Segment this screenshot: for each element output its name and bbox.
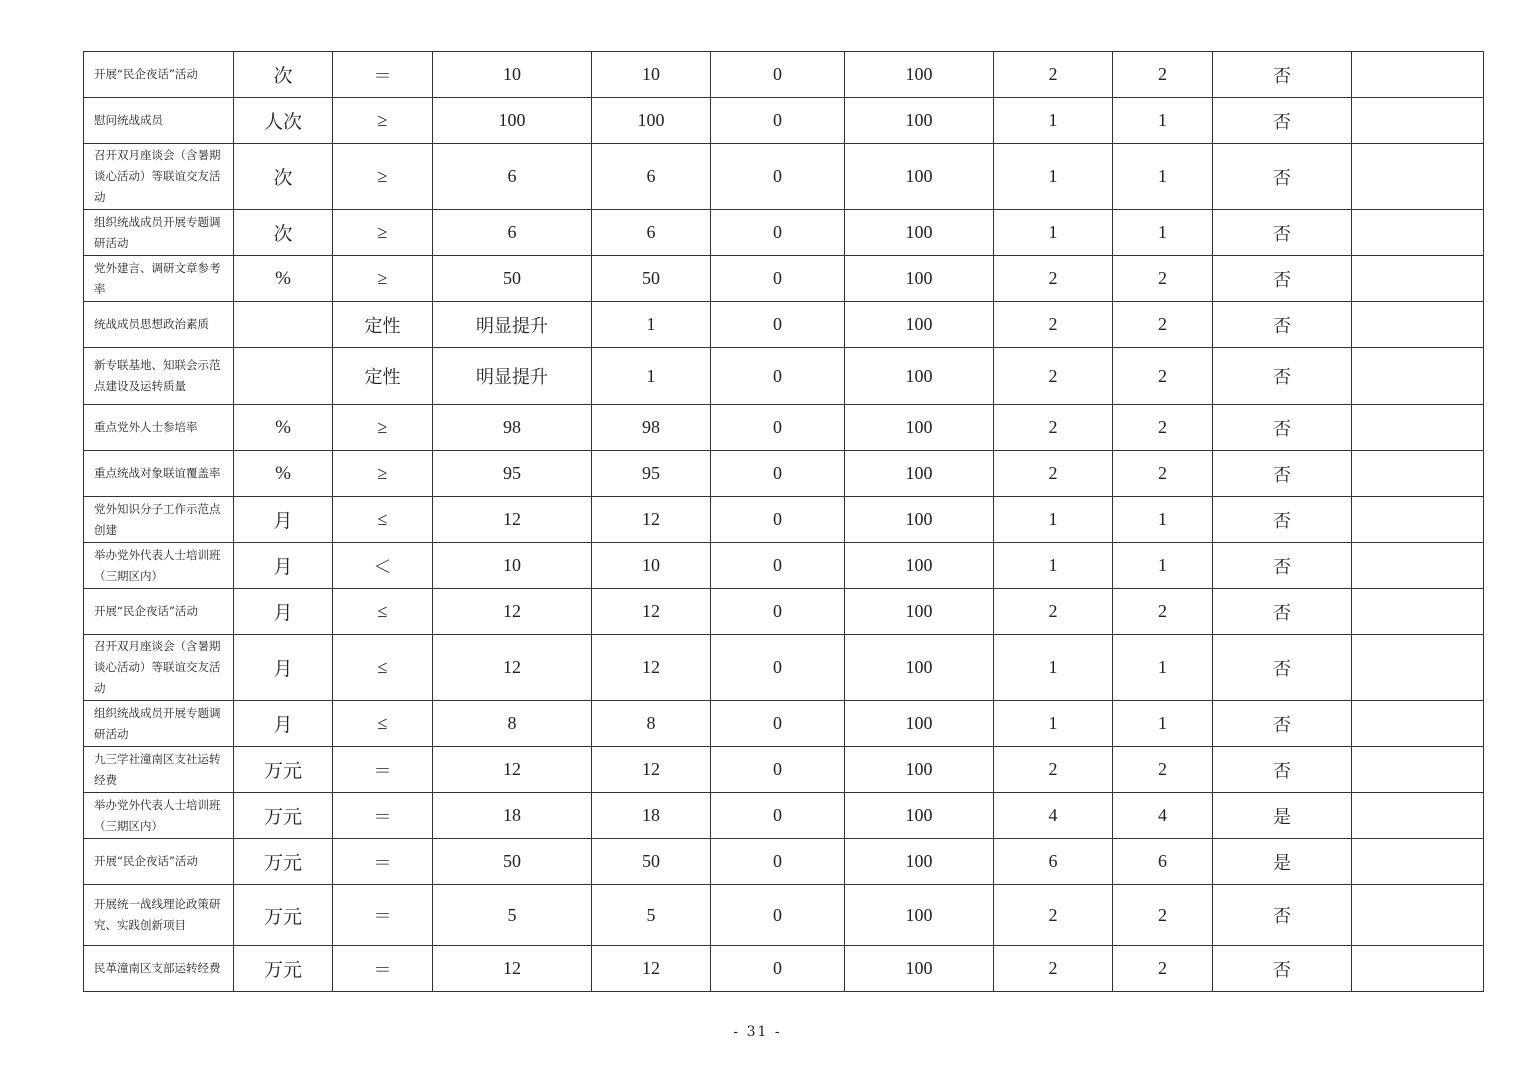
weight-score-cell: 2 [994,747,1113,793]
deviation-value-cell: 0 [711,348,845,405]
actual-score-cell: 2 [1113,256,1213,302]
unit-cell: 月 [234,497,333,543]
unit-cell: 月 [234,543,333,589]
completion-rate-cell: 100 [845,793,994,839]
unit-cell: 万元 [234,885,333,946]
table-row [84,635,1484,701]
target-value-cell: 18 [433,793,592,839]
weight-score-cell: 2 [994,256,1113,302]
operator-cell: ≥ [333,256,433,302]
operator-cell: ≤ [333,589,433,635]
remarks-cell [1352,793,1484,839]
target-value-cell: 50 [433,256,592,302]
target-value-cell: 98 [433,405,592,451]
actual-score-cell: 2 [1113,946,1213,992]
indicator-name-cell: 党外建言、调研文章参考率 [84,256,234,302]
actual-value-cell: 12 [592,589,711,635]
operator-cell: ＝ [333,793,433,839]
remarks-cell [1352,256,1484,302]
completion-rate-cell: 100 [845,885,994,946]
core-indicator-flag-cell: 否 [1213,348,1352,405]
table-row [84,451,1484,497]
actual-score-cell: 2 [1113,747,1213,793]
operator-cell: ＜ [333,543,433,589]
deviation-value-cell: 0 [711,52,845,98]
remarks-cell [1352,405,1484,451]
actual-value-cell: 12 [592,635,711,701]
completion-rate-cell: 100 [845,348,994,405]
indicator-name-cell: 召开双月座谈会（含暑期谈心活动）等联谊交友活动 [84,144,234,210]
core-indicator-flag-cell: 否 [1213,210,1352,256]
indicator-name-cell: 党外知识分子工作示范点创建 [84,497,234,543]
operator-cell: ＝ [333,885,433,946]
weight-score-cell: 1 [994,210,1113,256]
remarks-cell [1352,701,1484,747]
actual-score-cell: 1 [1113,701,1213,747]
core-indicator-flag-cell: 否 [1213,302,1352,348]
core-indicator-flag-cell: 否 [1213,256,1352,302]
table-row [84,144,1484,210]
deviation-value-cell: 0 [711,543,845,589]
actual-score-cell: 2 [1113,451,1213,497]
completion-rate-cell: 100 [845,946,994,992]
completion-rate-cell: 100 [845,98,994,144]
actual-score-cell: 2 [1113,589,1213,635]
target-value-cell: 6 [433,144,592,210]
table-row [84,256,1484,302]
remarks-cell [1352,635,1484,701]
table-row [84,885,1484,946]
table-row [84,946,1484,992]
completion-rate-cell: 100 [845,543,994,589]
operator-cell: ≥ [333,451,433,497]
remarks-cell [1352,451,1484,497]
unit-cell: 人次 [234,98,333,144]
actual-value-cell: 98 [592,405,711,451]
actual-value-cell: 5 [592,885,711,946]
indicator-name-cell: 举办党外代表人士培训班（三期区内） [84,543,234,589]
target-value-cell: 明显提升 [433,348,592,405]
actual-score-cell: 1 [1113,210,1213,256]
deviation-value-cell: 0 [711,497,845,543]
core-indicator-flag-cell: 否 [1213,451,1352,497]
table-row [84,52,1484,98]
indicator-name-cell: 九三学社潼南区支社运转经费 [84,747,234,793]
deviation-value-cell: 0 [711,701,845,747]
completion-rate-cell: 100 [845,52,994,98]
target-value-cell: 95 [433,451,592,497]
actual-value-cell: 95 [592,451,711,497]
remarks-cell [1352,210,1484,256]
weight-score-cell: 2 [994,589,1113,635]
core-indicator-flag-cell: 是 [1213,839,1352,885]
weight-score-cell: 2 [994,451,1113,497]
completion-rate-cell: 100 [845,302,994,348]
weight-score-cell: 1 [994,98,1113,144]
table-row [84,348,1484,405]
unit-cell [234,348,333,405]
actual-value-cell: 8 [592,701,711,747]
weight-score-cell: 2 [994,946,1113,992]
actual-score-cell: 1 [1113,635,1213,701]
actual-score-cell: 1 [1113,98,1213,144]
indicator-name-cell: 组织统战成员开展专题调研活动 [84,210,234,256]
completion-rate-cell: 100 [845,144,994,210]
table-body [84,52,1484,992]
actual-value-cell: 12 [592,497,711,543]
performance-table [83,51,1484,992]
unit-cell: 万元 [234,747,333,793]
actual-value-cell: 10 [592,52,711,98]
deviation-value-cell: 0 [711,144,845,210]
deviation-value-cell: 0 [711,256,845,302]
completion-rate-cell: 100 [845,405,994,451]
operator-cell: ＝ [333,747,433,793]
weight-score-cell: 2 [994,405,1113,451]
deviation-value-cell: 0 [711,589,845,635]
core-indicator-flag-cell: 否 [1213,52,1352,98]
weight-score-cell: 2 [994,52,1113,98]
weight-score-cell: 1 [994,543,1113,589]
indicator-name-cell: 重点统战对象联谊覆盖率 [84,451,234,497]
deviation-value-cell: 0 [711,885,845,946]
remarks-cell [1352,52,1484,98]
table-row [84,589,1484,635]
operator-cell: ≥ [333,405,433,451]
core-indicator-flag-cell: 否 [1213,589,1352,635]
unit-cell [234,302,333,348]
operator-cell: ＝ [333,946,433,992]
weight-score-cell: 4 [994,793,1113,839]
actual-value-cell: 50 [592,839,711,885]
core-indicator-flag-cell: 否 [1213,497,1352,543]
operator-cell: ≤ [333,497,433,543]
target-value-cell: 10 [433,543,592,589]
operator-cell: 定性 [333,302,433,348]
actual-value-cell: 12 [592,946,711,992]
target-value-cell: 12 [433,497,592,543]
weight-score-cell: 2 [994,348,1113,405]
weight-score-cell: 2 [994,885,1113,946]
target-value-cell: 12 [433,747,592,793]
actual-score-cell: 2 [1113,302,1213,348]
unit-cell: 月 [234,635,333,701]
actual-score-cell: 2 [1113,885,1213,946]
actual-score-cell: 2 [1113,405,1213,451]
weight-score-cell: 1 [994,144,1113,210]
unit-cell: % [234,256,333,302]
completion-rate-cell: 100 [845,839,994,885]
indicator-name-cell: 开展“民企夜话”活动 [84,52,234,98]
table-row [84,839,1484,885]
target-value-cell: 明显提升 [433,302,592,348]
core-indicator-flag-cell: 否 [1213,98,1352,144]
operator-cell: ≤ [333,701,433,747]
core-indicator-flag-cell: 否 [1213,701,1352,747]
remarks-cell [1352,98,1484,144]
remarks-cell [1352,747,1484,793]
actual-value-cell: 10 [592,543,711,589]
unit-cell: 万元 [234,839,333,885]
unit-cell: % [234,405,333,451]
unit-cell: 次 [234,52,333,98]
core-indicator-flag-cell: 是 [1213,793,1352,839]
operator-cell: 定性 [333,348,433,405]
core-indicator-flag-cell: 否 [1213,405,1352,451]
unit-cell: 月 [234,701,333,747]
remarks-cell [1352,144,1484,210]
deviation-value-cell: 0 [711,747,845,793]
actual-score-cell: 2 [1113,52,1213,98]
weight-score-cell: 1 [994,635,1113,701]
target-value-cell: 12 [433,946,592,992]
deviation-value-cell: 0 [711,98,845,144]
remarks-cell [1352,348,1484,405]
remarks-cell [1352,543,1484,589]
weight-score-cell: 6 [994,839,1113,885]
actual-value-cell: 50 [592,256,711,302]
completion-rate-cell: 100 [845,747,994,793]
core-indicator-flag-cell: 否 [1213,885,1352,946]
weight-score-cell: 1 [994,701,1113,747]
actual-score-cell: 1 [1113,144,1213,210]
actual-value-cell: 1 [592,348,711,405]
operator-cell: ＝ [333,839,433,885]
actual-score-cell: 2 [1113,348,1213,405]
deviation-value-cell: 0 [711,635,845,701]
weight-score-cell: 1 [994,497,1113,543]
unit-cell: 万元 [234,793,333,839]
remarks-cell [1352,497,1484,543]
table-row [84,793,1484,839]
deviation-value-cell: 0 [711,946,845,992]
indicator-name-cell: 民革潼南区支部运转经费 [84,946,234,992]
core-indicator-flag-cell: 否 [1213,946,1352,992]
target-value-cell: 10 [433,52,592,98]
completion-rate-cell: 100 [845,701,994,747]
weight-score-cell: 2 [994,302,1113,348]
actual-score-cell: 4 [1113,793,1213,839]
unit-cell: 次 [234,144,333,210]
operator-cell: ≥ [333,210,433,256]
indicator-name-cell: 组织统战成员开展专题调研活动 [84,701,234,747]
remarks-cell [1352,885,1484,946]
deviation-value-cell: 0 [711,210,845,256]
deviation-value-cell: 0 [711,793,845,839]
core-indicator-flag-cell: 否 [1213,144,1352,210]
actual-value-cell: 1 [592,302,711,348]
target-value-cell: 6 [433,210,592,256]
target-value-cell: 50 [433,839,592,885]
target-value-cell: 12 [433,589,592,635]
remarks-cell [1352,839,1484,885]
actual-value-cell: 12 [592,747,711,793]
target-value-cell: 8 [433,701,592,747]
core-indicator-flag-cell: 否 [1213,635,1352,701]
actual-value-cell: 18 [592,793,711,839]
unit-cell: % [234,451,333,497]
deviation-value-cell: 0 [711,451,845,497]
unit-cell: 万元 [234,946,333,992]
actual-score-cell: 6 [1113,839,1213,885]
page-number: - 31 - [733,1024,782,1040]
table-row [84,747,1484,793]
indicator-name-cell: 慰问统战成员 [84,98,234,144]
operator-cell: ≥ [333,144,433,210]
table-row [84,701,1484,747]
core-indicator-flag-cell: 否 [1213,747,1352,793]
completion-rate-cell: 100 [845,497,994,543]
operator-cell: ≤ [333,635,433,701]
indicator-name-cell: 召开双月座谈会（含暑期谈心活动）等联谊交友活动 [84,635,234,701]
actual-value-cell: 6 [592,144,711,210]
indicator-name-cell: 重点党外人士参培率 [84,405,234,451]
target-value-cell: 100 [433,98,592,144]
operator-cell: ＝ [333,52,433,98]
indicator-name-cell: 开展“民企夜话”活动 [84,589,234,635]
actual-value-cell: 6 [592,210,711,256]
table-row [84,302,1484,348]
actual-value-cell: 100 [592,98,711,144]
table-row [84,210,1484,256]
unit-cell: 月 [234,589,333,635]
unit-cell: 次 [234,210,333,256]
completion-rate-cell: 100 [845,635,994,701]
remarks-cell [1352,946,1484,992]
indicator-name-cell: 新专联基地、知联会示范点建设及运转质量 [84,348,234,405]
target-value-cell: 5 [433,885,592,946]
actual-score-cell: 1 [1113,497,1213,543]
table-row [84,405,1484,451]
indicator-name-cell: 开展“民企夜话”活动 [84,839,234,885]
indicator-name-cell: 统战成员思想政治素质 [84,302,234,348]
core-indicator-flag-cell: 否 [1213,543,1352,589]
completion-rate-cell: 100 [845,210,994,256]
remarks-cell [1352,589,1484,635]
operator-cell: ≥ [333,98,433,144]
completion-rate-cell: 100 [845,589,994,635]
deviation-value-cell: 0 [711,405,845,451]
deviation-value-cell: 0 [711,839,845,885]
indicator-name-cell: 开展统一战线理论政策研究、实践创新项目 [84,885,234,946]
table-row [84,543,1484,589]
target-value-cell: 12 [433,635,592,701]
table-row [84,98,1484,144]
completion-rate-cell: 100 [845,451,994,497]
table-row [84,497,1484,543]
deviation-value-cell: 0 [711,302,845,348]
completion-rate-cell: 100 [845,256,994,302]
actual-score-cell: 1 [1113,543,1213,589]
indicator-name-cell: 举办党外代表人士培训班（三期区内） [84,793,234,839]
remarks-cell [1352,302,1484,348]
